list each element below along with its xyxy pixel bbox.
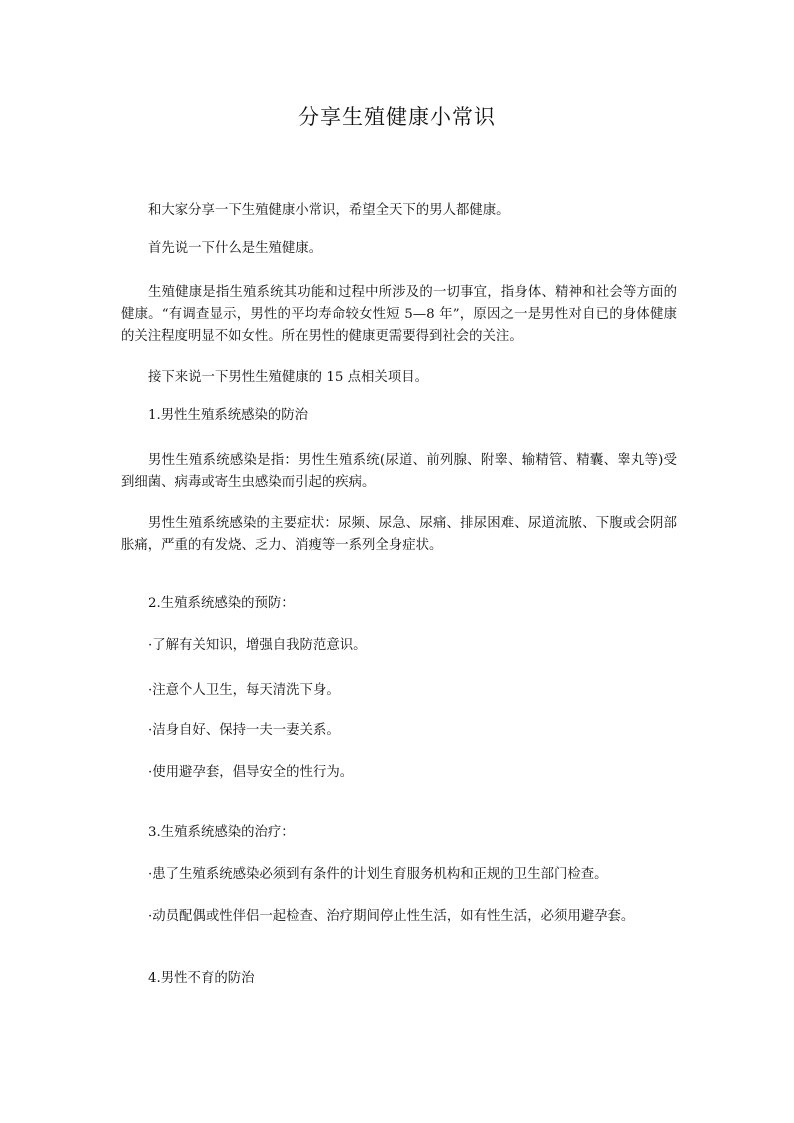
- items-intro-paragraph: 接下来说一下男性生殖健康的 15 点相关项目。: [148, 370, 428, 385]
- infection-definition-paragraph: 男性生殖系统感染是指：男性生殖系统(尿道、前列腺、附睾、输精管、精囊、睾丸等)受到细菌、病毒或寄生虫感染而引起的疾病。: [121, 453, 677, 490]
- prevention-item: ·了解有关知识，增强自我防范意识。: [148, 638, 367, 653]
- prevention-item: ·注意个人卫生，每天清洗下身。: [148, 683, 340, 698]
- section-heading-2: 2.生殖系统感染的预防：: [148, 596, 295, 611]
- definition-lead-paragraph: 首先说一下什么是生殖健康。: [148, 241, 323, 256]
- section-heading-3: 3.生殖系统感染的治疗：: [148, 825, 295, 840]
- section-heading-1: 1.男性生殖系统感染的防治: [148, 408, 309, 423]
- prevention-item: ·洁身自好、保持一夫一妻关系。: [148, 723, 340, 738]
- intro-paragraph: 和大家分享一下生殖健康小常识，希望全天下的男人都健康。: [148, 203, 510, 218]
- prevention-item: ·使用避孕套，倡导安全的性行为。: [148, 765, 354, 780]
- treatment-item: ·患了生殖系统感染必须到有条件的计划生育服务机构和正规的卫生部门检查。: [148, 867, 608, 882]
- section-heading-4: 4.男性不育的防治: [148, 971, 255, 986]
- document-title: 分享生殖健康小常识: [298, 105, 496, 129]
- infection-symptoms-paragraph: 男性生殖系统感染的主要症状：尿频、尿急、尿痛、排尿困难、尿道流脓、下腹或会阴部胀痛，严重的有发烧、乏力、消瘦等一系列全身症状。: [121, 516, 677, 553]
- treatment-item: ·动员配偶或性伴侣一起检查、治疗期间停止性生活，如有性生活，必须用避孕套。: [148, 909, 635, 924]
- definition-paragraph: 生殖健康是指生殖系统其功能和过程中所涉及的一切事宜，指身体、精神和社会等方面的健康。“有调查显示，男性的平均寿命较女性短 5—8 年”，原因之一是男性对自已的身体健康的关注程度明显不如女性。所在男性的健康更需要得到社会的关注。: [121, 285, 677, 344]
